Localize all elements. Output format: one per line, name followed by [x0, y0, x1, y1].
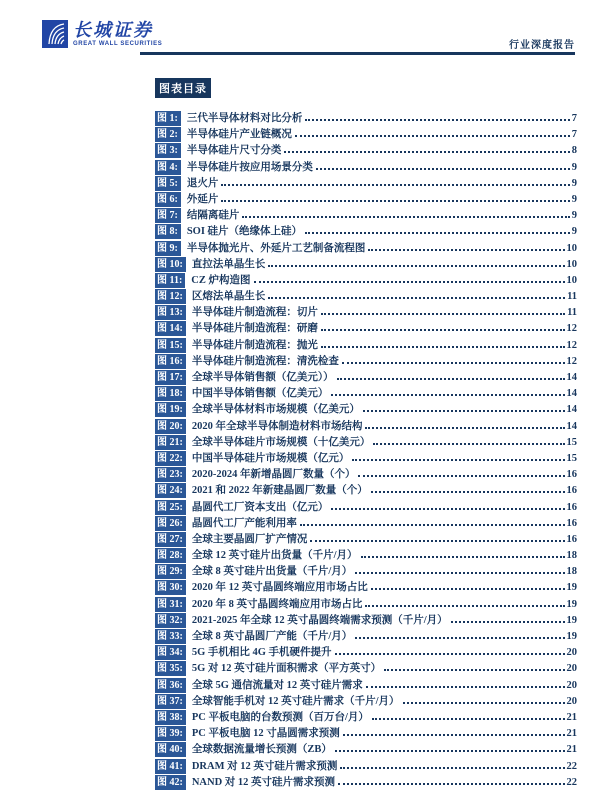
toc-entry[interactable] [155, 208, 577, 224]
figure-number-label: 图 33: [155, 629, 186, 644]
figure-title: SOI 硅片（绝缘体上硅） [186, 226, 303, 238]
dot-leader [340, 767, 564, 769]
figure-title: PC 平板电脑 12 寸晶圆需求预测 [191, 728, 340, 740]
figure-number-label: 图 13: [155, 305, 186, 320]
dot-leader [365, 427, 564, 429]
dot-leader [268, 265, 564, 267]
page-number: 21 [566, 711, 577, 723]
figure-number-label: 图 1: [155, 111, 181, 126]
page-number: 19 [566, 631, 577, 642]
figure-title: 三代半导体材料对比分析 [186, 113, 303, 124]
figure-number-label: 图 29: [155, 564, 186, 579]
figure-title: 全球 5G 通信流量对 12 英寸硅片需求 [191, 679, 363, 691]
page-number: 18 [566, 550, 577, 562]
figure-number-label: 图 17: [155, 370, 186, 385]
toc-entry[interactable] [155, 661, 577, 677]
toc-entry[interactable] [155, 710, 577, 726]
figure-title: 半导体硅片制造流程：抛光 [191, 339, 318, 351]
page-number: 10 [566, 258, 577, 270]
figure-title: 全球半导体材料市场规模（亿美元） [191, 404, 360, 416]
page-number: 19 [566, 614, 577, 626]
toc-entry[interactable] [155, 678, 577, 694]
page-number: 19 [566, 598, 577, 610]
page-number: 7 [571, 129, 577, 141]
toc-entry[interactable] [155, 354, 577, 370]
toc-entry[interactable] [155, 742, 577, 758]
page-number: 12 [566, 323, 577, 335]
toc-entry[interactable] [155, 160, 577, 176]
figure-number-label: 图 22: [155, 451, 186, 466]
page-number: 10 [566, 242, 577, 254]
figure-title: 区熔法单晶生长 [191, 291, 266, 303]
figure-number-label: 图 3: [155, 143, 181, 158]
toc-entry[interactable] [155, 127, 577, 143]
figure-number-label: 图 28: [155, 548, 186, 563]
figure-number-label: 图 20: [155, 419, 186, 434]
toc-entry[interactable] [155, 143, 577, 159]
toc-entry[interactable] [155, 613, 577, 629]
figure-title: 2020 年全球半导体制造材料市场结构 [191, 420, 363, 432]
page-number: 15 [566, 436, 577, 448]
figure-number-label: 图 4: [155, 160, 181, 175]
figure-title: 2021-2025 年全球 12 英寸晶圆终端需求预测（千片/月） [191, 614, 448, 626]
company-name-en: GREAT WALL SECURITIES [73, 41, 163, 47]
toc-entry[interactable] [155, 386, 577, 402]
toc-entry[interactable] [155, 726, 577, 742]
dot-leader [352, 459, 564, 461]
toc-entry[interactable] [155, 273, 577, 289]
figure-title: 全球数据流量增长预测（ZB） [191, 744, 332, 756]
toc-entry[interactable] [155, 370, 577, 386]
toc-entry[interactable] [155, 241, 577, 257]
figure-title: NAND 对 12 英寸硅片需求预测 [191, 776, 336, 788]
figure-title: 全球 12 英寸硅片出货量（千片/月） [191, 550, 358, 562]
page-number: 20 [566, 663, 577, 675]
figure-number-label: 图 21: [155, 435, 186, 450]
figure-number-label: 图 14: [155, 321, 186, 336]
dot-leader [300, 524, 565, 526]
page-number: 10 [566, 274, 577, 286]
dot-leader [342, 362, 565, 364]
figures-toc-list [155, 111, 577, 791]
dot-leader [335, 750, 565, 752]
dot-leader [305, 119, 569, 121]
page-number: 20 [566, 647, 577, 659]
dot-leader [338, 783, 564, 785]
figure-number-label: 图 11: [155, 273, 185, 288]
page-number: 12 [566, 355, 577, 367]
page-number: 14 [566, 388, 577, 400]
company-logo [42, 20, 162, 48]
dot-leader [305, 232, 570, 234]
dot-leader [335, 653, 565, 655]
dot-leader [321, 313, 565, 315]
dot-leader [254, 281, 565, 283]
figure-title: 外延片 [186, 193, 219, 205]
toc-entry[interactable] [155, 483, 577, 499]
figure-title: 半导体硅片制造流程：清洗检查 [191, 355, 339, 367]
dot-leader [368, 249, 564, 251]
dot-leader [358, 475, 564, 477]
toc-entry[interactable] [155, 694, 577, 710]
dot-leader [242, 216, 569, 218]
figure-title: 全球半导体硅片市场规模（十亿美元） [191, 436, 371, 448]
figure-number-label: 图 34: [155, 645, 186, 660]
dot-leader [310, 540, 564, 542]
toc-entry[interactable] [155, 419, 577, 435]
page-number: 12 [566, 339, 577, 351]
toc-entry[interactable] [155, 321, 577, 337]
figure-title: 2021 和 2022 年新建晶圆厂数量（个） [191, 485, 368, 497]
figure-title: 全球 8 英寸硅片出货量（千片/月） [191, 566, 353, 578]
figure-number-label: 图 31: [155, 597, 186, 612]
dot-leader [221, 184, 569, 186]
page-number: 16 [566, 517, 577, 529]
report-type-label: 行业深度报告 [509, 40, 575, 51]
figure-title: 全球半导体销售额（亿美元）） [191, 372, 334, 383]
figure-title: 5G 手机相比 4G 手机硬件提升 [191, 647, 332, 659]
dot-leader [355, 572, 564, 574]
toc-entry[interactable] [155, 759, 577, 775]
dot-leader [343, 734, 565, 736]
dot-leader [321, 329, 565, 331]
figure-title: 半导体硅片按应用场景分类 [186, 161, 313, 173]
toc-entry[interactable] [155, 516, 577, 532]
figures-toc-heading: 图表目录 [155, 78, 211, 98]
figure-title: 半导体抛光片、外延片工艺制备流程图 [186, 242, 366, 254]
page-number: 16 [566, 533, 577, 545]
toc-entry[interactable] [155, 580, 577, 596]
figure-title: 中国半导体硅片市场规模（亿元） [191, 452, 350, 464]
toc-entry[interactable] [155, 532, 577, 548]
figure-title: 2020 年 8 英寸晶圆终端应用市场占比 [191, 598, 363, 610]
dot-leader [451, 621, 565, 623]
dot-leader [371, 588, 565, 590]
page-number: 19 [566, 582, 577, 594]
figure-number-label: 图 38: [155, 710, 186, 725]
toc-entry[interactable] [155, 451, 577, 467]
figure-number-label: 图 25: [155, 500, 186, 515]
figure-number-label: 图 7: [155, 208, 181, 223]
page-number: 21 [566, 728, 577, 740]
toc-entry[interactable] [155, 645, 577, 661]
figure-number-label: 图 41: [155, 759, 186, 774]
figure-number-label: 图 16: [155, 354, 186, 369]
dot-leader [384, 669, 564, 671]
figure-title: 2020-2024 年新增晶圆厂数量（个） [191, 469, 356, 481]
figure-title: 5G 对 12 英寸硅片面积需求（平方英寸） [191, 663, 382, 675]
dot-leader [321, 346, 565, 348]
page-number: 18 [566, 566, 577, 578]
figure-title: 全球智能手机对 12 英寸硅片需求（千片/月） [191, 695, 400, 707]
page-number: 11 [567, 307, 577, 319]
figure-title: 直拉法单晶生长 [191, 258, 266, 270]
toc-entry[interactable] [155, 564, 577, 580]
toc-entry[interactable] [155, 402, 577, 418]
toc-entry[interactable] [155, 597, 577, 613]
page-number: 22 [566, 760, 577, 772]
figure-title: 半导体硅片产业链概况 [186, 129, 292, 141]
figure-number-label: 图 26: [155, 516, 186, 531]
page-number: 20 [566, 695, 577, 707]
figure-number-label: 图 8: [155, 224, 181, 239]
toc-entry[interactable] [155, 338, 577, 354]
figure-number-label: 图 27: [155, 532, 186, 547]
figure-number-label: 图 23: [155, 467, 186, 482]
figure-title: 退火片 [186, 177, 219, 189]
dot-leader [295, 135, 570, 137]
figure-number-label: 图 2: [155, 127, 181, 142]
dot-leader [363, 410, 565, 412]
great-wall-logo-icon [42, 20, 68, 48]
page-number: 16 [566, 501, 577, 513]
dot-leader [221, 200, 569, 202]
dot-leader [403, 702, 565, 704]
dot-leader [337, 378, 565, 380]
toc-entry[interactable] [155, 192, 577, 208]
page-number: 11 [567, 291, 577, 303]
dot-leader [373, 443, 564, 445]
figure-number-label: 图 35: [155, 661, 186, 676]
dot-leader [361, 556, 565, 558]
figure-number-label: 图 18: [155, 386, 186, 401]
dot-leader [355, 637, 564, 639]
page-number: 7 [571, 113, 577, 124]
figure-number-label: 图 39: [155, 726, 186, 741]
figure-number-label: 图 19: [155, 402, 186, 417]
figure-number-label: 图 36: [155, 678, 186, 693]
figure-title: DRAM 对 12 英寸硅片需求预测 [191, 760, 338, 772]
toc-entry[interactable] [155, 257, 577, 273]
dot-leader [365, 605, 564, 607]
figure-number-label: 图 30: [155, 580, 186, 595]
figure-title: 2020 年 12 英寸晶圆终端应用市场占比 [191, 582, 368, 594]
figure-title: 中国半导体销售额（亿美元） [191, 388, 329, 400]
toc-entry[interactable] [155, 548, 577, 564]
figure-number-label: 图 12: [155, 289, 186, 304]
dot-leader [331, 394, 564, 396]
figure-number-label: 图 9: [155, 241, 181, 256]
page-number: 21 [566, 744, 577, 756]
figure-number-label: 图 32: [155, 613, 186, 628]
figure-title: 全球 8 英寸晶圆厂产能（千片/月） [191, 631, 353, 642]
company-name: 长城证券 [73, 20, 153, 40]
toc-entry[interactable] [155, 176, 577, 192]
figure-number-label: 图 6: [155, 192, 181, 207]
dot-leader [284, 151, 569, 153]
page-number: 16 [566, 469, 577, 481]
toc-entry[interactable] [155, 629, 577, 645]
page-number: 14 [566, 372, 577, 383]
page-number: 22 [566, 776, 577, 788]
figure-title: PC 平板电脑的台数预测（百万台/月） [191, 711, 369, 723]
figure-title: 晶圆代工厂资本支出（亿元） [191, 501, 329, 513]
page-number: 20 [566, 679, 577, 691]
dot-leader [316, 168, 570, 170]
figure-number-label: 图 42: [155, 775, 186, 790]
figure-title: 晶圆代工厂产能利用率 [191, 517, 297, 529]
toc-entry[interactable] [155, 500, 577, 516]
figure-number-label: 图 24: [155, 483, 186, 498]
page-number: 15 [566, 452, 577, 464]
page-number: 9 [571, 161, 577, 173]
toc-entry[interactable] [155, 111, 577, 127]
figure-number-label: 图 37: [155, 694, 186, 709]
figure-number-label: 图 40: [155, 742, 186, 757]
dot-leader [268, 297, 565, 299]
dot-leader [371, 491, 565, 493]
page-number: 14 [566, 404, 577, 416]
page-number: 9 [571, 193, 577, 205]
figure-title: 半导体硅片制造流程：研磨 [191, 323, 318, 335]
page-number: 14 [566, 420, 577, 432]
figure-title: CZ 炉构造图 [191, 274, 251, 286]
toc-entry[interactable] [155, 289, 577, 305]
header-divider [140, 52, 575, 55]
toc-entry[interactable] [155, 467, 577, 483]
dot-leader [372, 718, 565, 720]
page-number: 8 [571, 145, 577, 157]
figure-title: 半导体硅片制造流程：切片 [191, 307, 318, 319]
page-number: 9 [571, 177, 577, 189]
page-number: 16 [566, 485, 577, 497]
figure-number-label: 图 5: [155, 176, 181, 191]
dot-leader [331, 508, 564, 510]
toc-entry[interactable] [155, 305, 577, 321]
page-number: 9 [571, 210, 577, 222]
dot-leader [366, 686, 565, 688]
toc-entry[interactable] [155, 224, 577, 240]
toc-entry[interactable] [155, 775, 577, 791]
figure-number-label: 图 15: [155, 338, 186, 353]
toc-entry[interactable] [155, 435, 577, 451]
figure-title: 结隔离硅片 [186, 210, 240, 222]
figure-title: 全球主要晶圆厂扩产情况 [191, 533, 308, 545]
page-number: 9 [571, 226, 577, 238]
figure-title: 半导体硅片尺寸分类 [186, 145, 282, 157]
figure-number-label: 图 10: [155, 257, 186, 272]
